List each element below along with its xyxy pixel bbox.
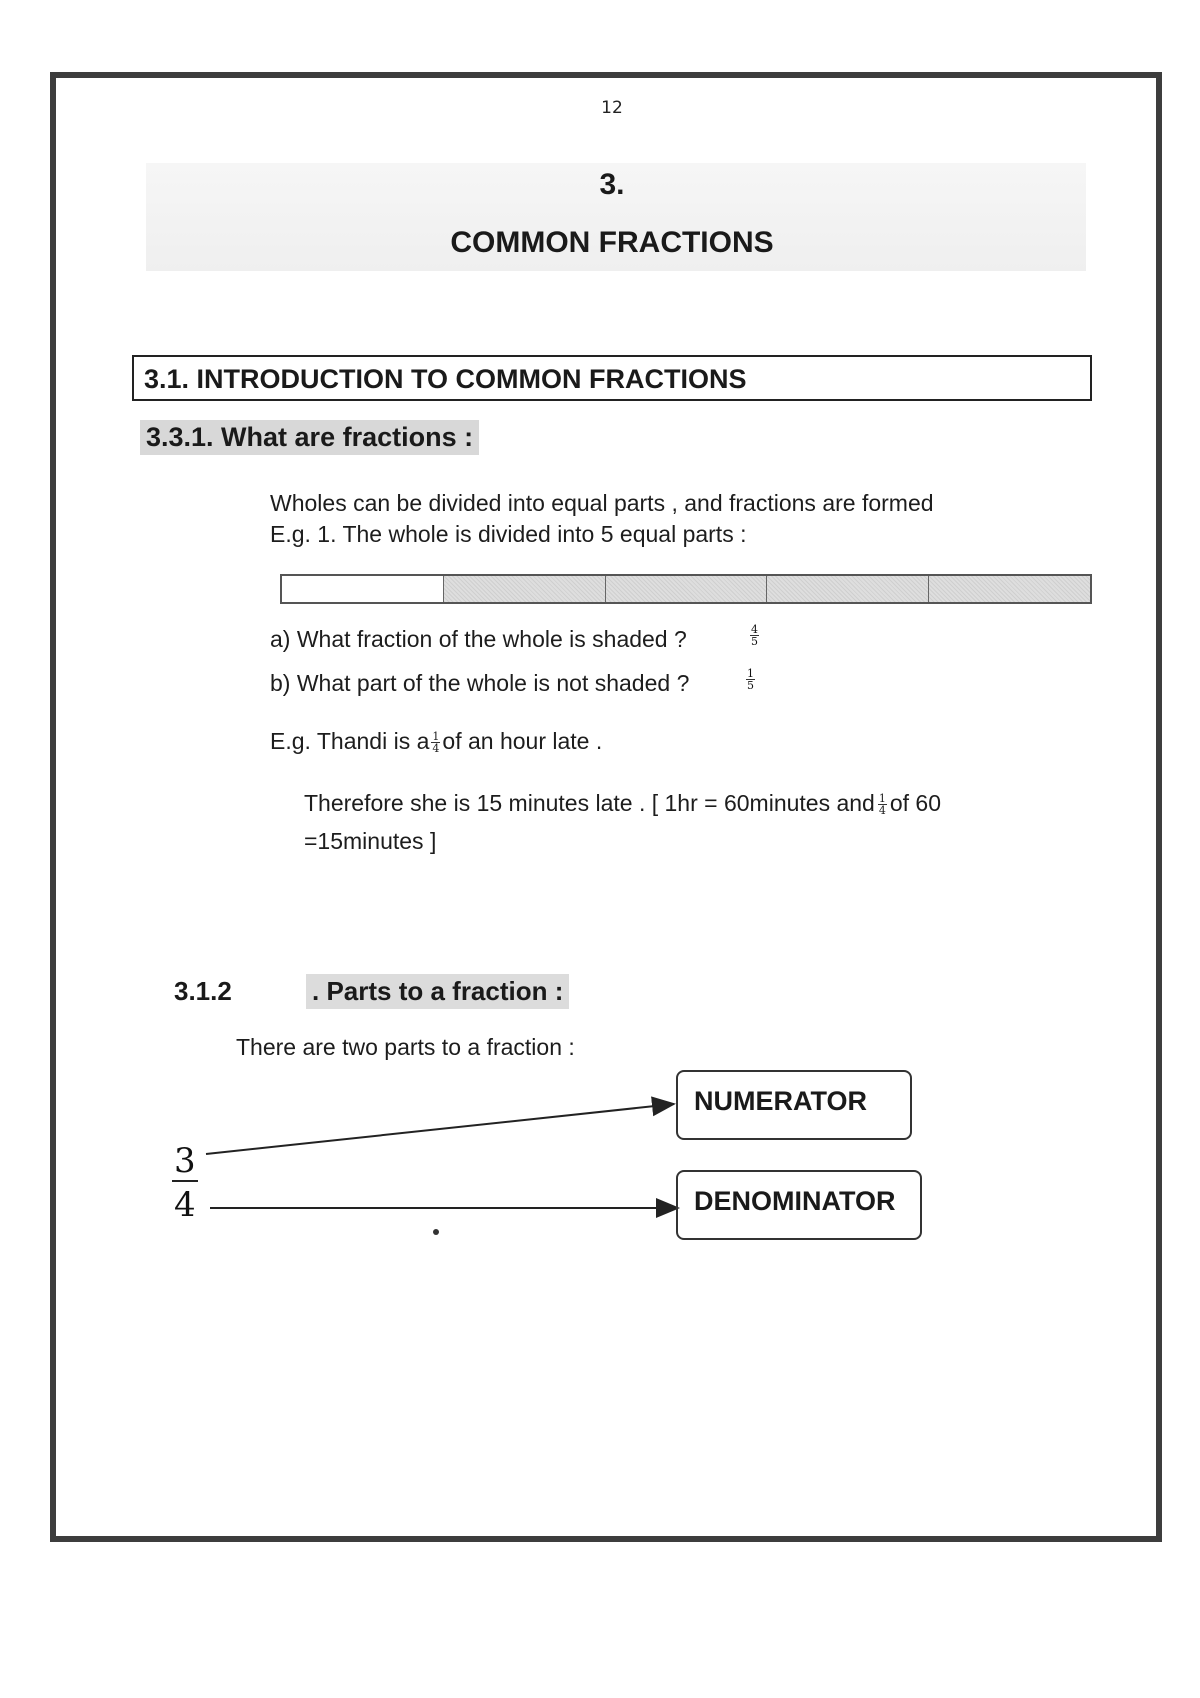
answer-b-numerator: 1 <box>747 667 754 680</box>
answer-a-numerator: 4 <box>751 623 758 636</box>
therefore-text-after: of 60 <box>889 790 942 816</box>
speck-mark <box>433 1229 439 1235</box>
page-number: 12 <box>601 98 623 118</box>
page-frame <box>50 72 1162 1542</box>
example-2-denominator: 4 <box>432 742 440 756</box>
example-2-numerator: 1 <box>432 730 440 744</box>
parts-intro: There are two parts to a fraction : <box>236 1034 575 1060</box>
pointer-arrows <box>56 78 1168 1548</box>
chapter-title: COMMON FRACTIONS <box>450 226 774 259</box>
subsection-heading-what-are-fractions: 3.3.1. What are fractions : <box>140 420 479 455</box>
section-heading: 3.1. INTRODUCTION TO COMMON FRACTIONS <box>144 364 747 394</box>
denominator-label: DENOMINATOR <box>694 1186 896 1216</box>
chapter-number: 3. <box>599 168 625 201</box>
example-fraction-numerator: 3 <box>174 1141 196 1181</box>
denominator-label-box <box>676 1170 922 1240</box>
numerator-label: NUMERATOR <box>694 1086 867 1116</box>
intro-line-2: E.g. 1. The whole is divided into 5 equal parts : <box>270 521 747 547</box>
subsection-2-number: 3.1.2 <box>174 976 232 1006</box>
arrow-to-numerator <box>206 1104 674 1154</box>
example-fraction-denominator: 4 <box>174 1185 196 1225</box>
answer-b-denominator: 5 <box>747 679 754 692</box>
example-2-text-before: E.g. Thandi is a <box>270 728 430 754</box>
answer-a-denominator: 5 <box>751 635 758 648</box>
therefore-text-before: Therefore she is 15 minutes late . [ 1hr = 60minutes and <box>304 790 875 816</box>
therefore-line-2: =15minutes ] <box>304 828 437 854</box>
question-a: a) What fraction of the whole is shaded ? <box>270 626 687 652</box>
subsection-heading-parts-of-fraction: . Parts to a fraction : <box>306 974 569 1009</box>
therefore-numerator: 1 <box>878 792 886 806</box>
question-b: b) What part of the whole is not shaded ? <box>270 670 690 696</box>
example-2-text-after: of an hour late . <box>442 728 603 754</box>
intro-line-1: Wholes can be divided into equal parts , and fractions are formed <box>270 490 934 516</box>
numerator-label-box <box>676 1070 912 1140</box>
therefore-denominator: 4 <box>878 804 886 818</box>
